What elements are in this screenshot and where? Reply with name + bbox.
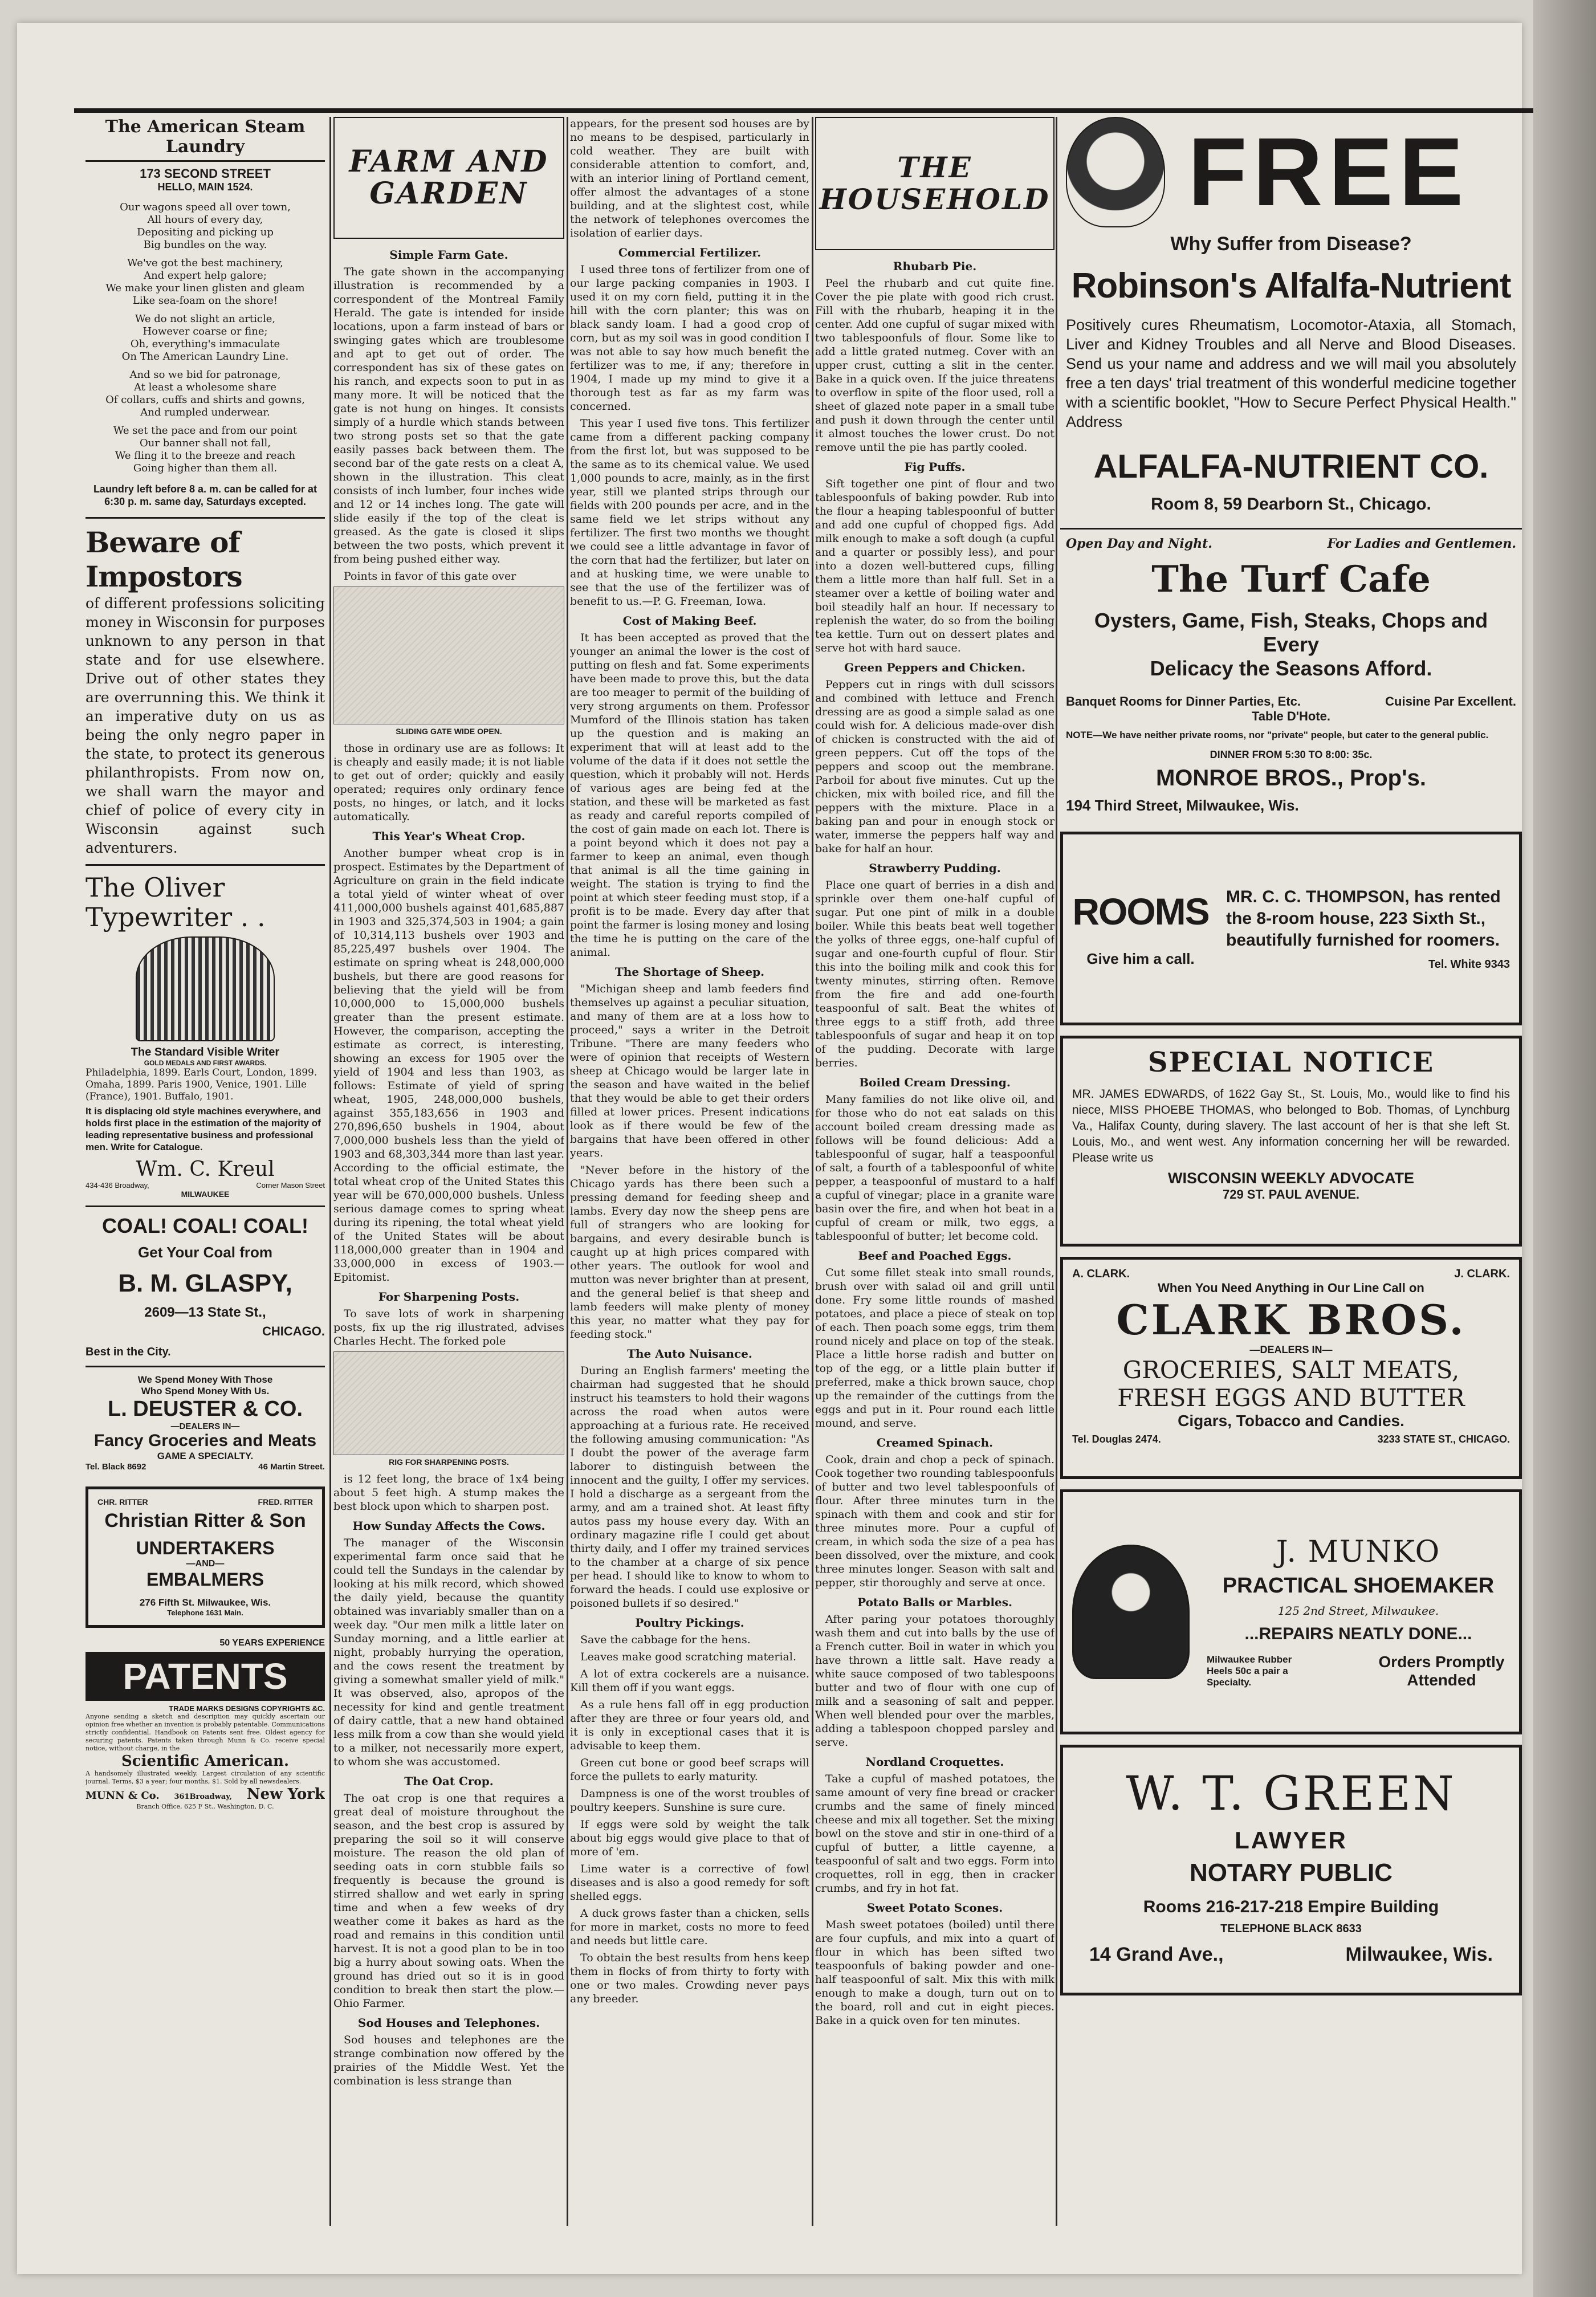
- ritter-line2: EMBALMERS: [146, 1569, 264, 1590]
- divider: [85, 864, 325, 866]
- column-divider: [329, 117, 331, 2226]
- fertilizer-heading: Commercial Fertilizer.: [618, 246, 762, 259]
- fig-heading: Fig Puffs.: [904, 460, 966, 474]
- nordland-heading: Nordland Croquettes.: [865, 1755, 1004, 1769]
- verse-line: We make your linen glisten and gleam: [105, 282, 305, 294]
- oliver-dealer-address: 434-436 Broadway,: [85, 1181, 149, 1190]
- special-notice-ad: [1060, 1036, 1522, 1247]
- free-title: FREE: [1188, 118, 1469, 226]
- turf-table: Table D'Hote.: [1251, 709, 1331, 723]
- turf-line2: Delicacy the Seasons Afford.: [1150, 657, 1432, 680]
- patents-firm-city: New York: [246, 1786, 325, 1803]
- posts-heading: For Sharpening Posts.: [378, 1290, 520, 1304]
- potato-heading: Potato Balls or Marbles.: [857, 1595, 1012, 1609]
- divider: [85, 1366, 325, 1367]
- green-title2: NOTARY PUBLIC: [1189, 1859, 1393, 1887]
- oat-body: The oat crop is one that requires a great deal of moisture throughout the season, and the best crop is assured by preparing the soil so it will conserve moisture. The reason the old plan of seeding oats in corn stubble fails so frequently is because the ground is stirred shallow and wet early in spring time and when a few weeks of dry weather come it bakes as hard as the road and remains in this condition until harvest. It is not a good plan to be in too big a hurry about sowing oats. When the ground has dried out so it is in good condition to break then start the plow.—Ohio Farmer.: [333, 1792, 564, 2010]
- laundry-title: The American Steam Laundry: [85, 117, 325, 162]
- beef-heading: Cost of Making Beef.: [622, 614, 757, 628]
- turf-cafe-ad: [1060, 536, 1522, 814]
- poultry-list: [570, 1633, 809, 2006]
- scones-body: Mash sweet potatoes (boiled) until there are four cupfuls, and mix into a quart of flour in which has been sifted two teaspoonfuls of baking powder and one-half teaspoonful of salt. Mix this with milk enough to make a dough, turn out on to the board, roll and cut in eight pieces. Bake in a quick oven for ten minutes.: [815, 1919, 1054, 2027]
- column-divider: [567, 117, 568, 2226]
- ritter-line1: UNDERTAKERS: [136, 1538, 275, 1558]
- coal-city: CHICAGO.: [262, 1324, 325, 1338]
- gate-caption: SLIDING GATE WIDE OPEN.: [396, 727, 502, 736]
- poultry-item: A lot of extra cockerels are a nuisance. Kill them off if you want eggs.: [570, 1668, 809, 1694]
- gate-body: The gate shown in the accompanying illustration is recommended by a correspondent of the Montreal Family Herald. The gate is intended for inside locations, upon a farm instead of bars or swinging gates which are troublesome and apt to get out of order. The correspondent has six of these gates on his ranch, and expects soon to put in as many more. It will be noticed that the gate is not hung on hinges. It consists simply of a hurdle which stands between two strong posts set so that the gate easily passes back between them. The second bar of the gate rests on a cleat A, shown in the illustration. This cleat consists of inch lumber, four inches wide and 12 or 14 inches long. The gate will slide easily if the top of the cleat is greased. As the gate is closed it slips between the two posts, which prevent it from being pushed either way.: [333, 266, 564, 565]
- patents-firm: MUNN & Co.: [85, 1790, 160, 1802]
- binding-edge: [1533, 0, 1596, 2297]
- sheep-body-2: "Never before in the history of the Chicago yards has there been such a pressing demand for feeding sheep and lambs. Every day now the sheep pens are full of strangers who are looking for bargains, and every desirable bunch is caught up at high prices compared with other years. The outlook for wool and mutton was never brighter than at present, and the general belief is that sheep and lamb feeders will make plenty of money this year, no matter what they pay for feeding stock.": [570, 1164, 809, 1341]
- munko-name: J. MUNKO: [1276, 1534, 1441, 1569]
- laundry-note: Laundry left before 8 a. m. can be called for at 6:30 p. m. same day, Saturdays excepted.: [93, 483, 317, 507]
- beef-eggs-body: Cut some fillet steak into small rounds, brush over with salad oil and grill until done. Fry some little rounds of mashed potatoes, and place a piece of steak on top of each. Then poach some eggs, trim them round nicely and place on top of the steak. Place a little horse radish and butter on top of the egg, or a little plain butter if preferred, make a thick brown sauce, chop up the remainder of the cuttings from the eggs and put in it. Pour round each little mound, and serve.: [815, 1266, 1054, 1429]
- poultry-item: To obtain the best results from hens keep them in flocks of from thirty to forty with one or two males. Crowding never pays any breeder.: [570, 1952, 809, 2005]
- impostors-notice: [85, 526, 325, 857]
- laundry-verse: [85, 201, 325, 475]
- verse-line: Going higher than them all.: [133, 462, 278, 474]
- poultry-item: Save the cabbage for the hens.: [580, 1634, 751, 1646]
- deuster-ad: [85, 1374, 325, 1472]
- patents-branch: Branch Office, 625 F St., Washington, D. C.: [136, 1803, 274, 1810]
- shoe-heel-image: [1072, 1545, 1190, 1679]
- notice-body: MR. JAMES EDWARDS, of 1622 Gay St., St. Louis, Mo., would like to find his niece, MISS PHOEBE THOMAS, who belonged to Bob. Thomas, of Lynchburg Va., Halifax County, during slavery. The last account of her is that she left St. Louis, Mo., and went west. Any information concerning her will be rewarded. Please write us: [1072, 1088, 1510, 1164]
- munko-orders: Orders Promptly Attended: [1378, 1652, 1505, 1689]
- turf-owner: MONROE BROS., Prop's.: [1155, 765, 1426, 791]
- rooms-call: Give him a call.: [1086, 950, 1195, 967]
- poultry-item: A duck grows faster than a chicken, sells for more in market, costs no more to feed and needs but little care.: [570, 1907, 809, 1947]
- oat-heading: The Oat Crop.: [404, 1774, 494, 1788]
- patents-title: PATENTS: [85, 1652, 325, 1701]
- green-rooms: Rooms 216-217-218 Empire Building: [1143, 1897, 1439, 1916]
- verse-line: Depositing and picking up: [137, 226, 274, 238]
- impostors-body: of different professions soliciting money in Wisconsin for purposes unknown to any person in that state and for use elsewhere. Drive out of other states they are overrunning this. We think it an imperative duty on us as being the only negro paper in the state, to protect its generous philanthropists. From now on, we shall warn the mayor and chief of police of every city in Wisconsin against such adventurers.: [85, 595, 325, 856]
- clark-tel: Tel. Douglas 2474.: [1072, 1433, 1161, 1445]
- nordland-body: Take a cupful of mashed potatoes, the same amount of very fine bread or cracker crumbs and the same of finely minced cheese and mix all together. Set the mixing bowl on the stove and stir in one-third of a cupful of butter, a little cayenne, a teaspoonful of salt and two eggs. Form into croquettes, roll in egg, then in cracker crumbs, and fry in hot fat.: [815, 1773, 1054, 1895]
- column-4: [815, 117, 1054, 2226]
- rooms-ad: [1060, 832, 1522, 1025]
- free-company: ALFALFA-NUTRIENT CO.: [1093, 448, 1489, 485]
- deuster-line1: We Spend Money With Those: [137, 1374, 273, 1385]
- verse-line: Like sea-foam on the shore!: [132, 295, 278, 307]
- verse-line: On The American Laundry Line.: [121, 351, 289, 363]
- oliver-body: It is displacing old style machines everywhere, and holds first place in the estimation of the majority of leading representative business and professional men. Write for Catalogue.: [85, 1106, 321, 1152]
- patents-experience: 50 YEARS EXPERIENCE: [219, 1638, 325, 1648]
- auto-heading: The Auto Nuisance.: [627, 1347, 752, 1361]
- poultry-item: Green cut bone or good beef scraps will force the pullets to early maturity.: [570, 1757, 809, 1783]
- poultry-item: Lime water is a corrective of fowl diseases and is also a good remedy for soft shelled eggs.: [570, 1863, 809, 1903]
- coal-tag: Best in the City.: [85, 1346, 171, 1358]
- strawberry-body: Place one quart of berries in a dish and sprinkle over them one-half cupful of sugar. Put one pint of milk in a double boiler. While this beats beat well together the yolks of three eggs, one-half cupful of sugar and one-fourth cupful of flour. Stir this into the boiling milk and cook this for twenty minutes, stirring often. Remove from the fire and add one-fourth teaspoonful of salt. Beat the whites of three eggs to a stiff froth, add three tablespoonfuls of sugar and heap it on top of the pudding. Decorate with large berries.: [815, 879, 1054, 1069]
- poultry-item: As a rule hens fall off in egg production after they are three or four years old, and it is only in exceptional cases that it is advisable to keep them.: [570, 1699, 809, 1752]
- notice-title: SPECIAL NOTICE: [1147, 1046, 1435, 1078]
- potato-body: After paring your potatoes thoroughly wash them and cut into balls by the use of a French cutter. Boil in water in which you have thrown a little salt. Have ready a white sauce composed of two tablespoons butter and two of flour with one cup of milk and a seasoning of salt and pepper. When well blended pour over the marbles, adding a tablespoon chopped parsley and serve.: [815, 1613, 1054, 1749]
- patents-journal: Scientific American.: [121, 1753, 290, 1770]
- divider: [85, 1205, 325, 1207]
- dressing-heading: Boiled Cream Dressing.: [859, 1076, 1011, 1089]
- verse-line: We fling it to the breeze and reach: [115, 450, 296, 462]
- laundry-address: 173 SECOND STREET: [140, 166, 271, 181]
- green-phone: TELEPHONE BLACK 8633: [1220, 1923, 1362, 1935]
- sod-heading: Sod Houses and Telephones.: [357, 2016, 540, 2030]
- clark-line1: When You Need Anything in Our Line Call on: [1158, 1281, 1424, 1295]
- deuster-line2: Who Spend Money With Us.: [141, 1386, 270, 1396]
- verse-line: We do not slight an article,: [135, 313, 276, 325]
- spinach-body: Cook, drain and chop a peck of spinach. Cook together two rounding tablespoonfuls of butter and two level tablespoonfuls of flour. After three minutes turn in the spinach with them and cook and stir for three minutes more. Pour a cupful of cream, in which soda the size of a pea has been dissolved, over the mixture, and cook three minutes longer. Season with salt and pepper, stir thoroughly and serve at once.: [815, 1453, 1054, 1589]
- turf-title: The Turf Cafe: [1151, 558, 1431, 601]
- verse-line: Our banner shall not fall,: [140, 437, 271, 449]
- oliver-dealer: Wm. C. Kreul: [136, 1158, 275, 1181]
- poultry-item: Dampness is one of the worst troubles of poultry keepers. Sunshine is sure cure.: [570, 1787, 809, 1814]
- turf-address: 194 Third Street, Milwaukee, Wis.: [1066, 797, 1299, 814]
- laundry-phone: HELLO, MAIN 1524.: [157, 181, 253, 193]
- notice-address: 729 ST. PAUL AVENUE.: [1222, 1187, 1360, 1202]
- free-question: Why Suffer from Disease?: [1170, 233, 1412, 255]
- post-rig-illustration: [333, 1351, 564, 1455]
- farm-garden-masthead: [333, 117, 564, 239]
- oliver-title: The Oliver Typewriter . .: [85, 872, 266, 932]
- verse-line: We've got the best machinery,: [127, 257, 283, 269]
- verse-line: At least a wholesome share: [133, 381, 276, 393]
- poultry-heading: Poultry Pickings.: [635, 1616, 744, 1630]
- rooms-tel: Tel. White 9343: [1428, 958, 1510, 971]
- free-body: Positively cures Rheumatism, Locomotor-Ataxia, all Stomach, Liver and Kidney Troubles and all Nerve and Blood Diseases. Send us your name and address and we will mail you absolutely free a ten days' trial treatment of this wonderful medicine together with a scientific booklet, "How to Secure Perfect Physical Health." Address: [1066, 316, 1516, 430]
- sheep-heading: The Shortage of Sheep.: [614, 965, 765, 979]
- deuster-address: 46 Martin Street.: [258, 1462, 325, 1472]
- munko-ad: [1060, 1489, 1522, 1734]
- notice-paper: WISCONSIN WEEKLY ADVOCATE: [1167, 1170, 1415, 1187]
- rhubarb-body: Peel the rhubarb and cut quite fine. Cover the pie plate with good rich crust. Fill with the rhubarb, heaping it in the center. Add one cupful of sugar mixed with two tablespoonfuls of flour. Some like to add a little grated nutmeg. Cover with an upper crust, cutting a slit in the center. Bake in a quick oven. If the juice threatens to overflow in spite of the floor used, roll a sheet of glazed note paper in a small tube and push it down through the center until it almost touches the lower crust. Do not remove until the pie has partly cooled.: [815, 277, 1054, 454]
- wheat-heading: This Year's Wheat Crop.: [372, 829, 526, 843]
- fertilizer-body: I used three tons of fertilizer from one of our large packing companies in 1903. I used it on my corn field, putting it in the hill with the corn planter; this was on black sandy loam. I had a good crop of corn, but as my soil was in good condition I was not able to say how much benefit the fertilizer was to me, if any; therefore in 1904, I made up my mind to give it a thorough test as far as my farm was concerned.: [570, 263, 809, 413]
- coal-address: 2609—13 State St.,: [144, 1305, 266, 1320]
- ritter-and: —AND—: [186, 1559, 225, 1569]
- gate-body-2: Points in favor of this gate over: [344, 570, 516, 583]
- turf-dinner: DINNER FROM 5:30 TO 8:00: 35c.: [1210, 749, 1373, 760]
- clark-address: 3233 STATE ST., CHICAGO.: [1377, 1433, 1510, 1445]
- cows-heading: How Sunday Affects the Cows.: [352, 1519, 545, 1533]
- oliver-typewriter-ad: [85, 873, 325, 1199]
- poultry-item: Leaves make good scratching material.: [580, 1651, 796, 1663]
- green-city: Milwaukee, Wis.: [1345, 1944, 1493, 1965]
- patents-body: Anyone sending a sketch and description may quickly ascertain our opinion free whether an invention is probably patentable. Communications strictly confidential. Handbook on Patents sent free. Oldest agency for securing patents. Patents taken through Munn & Co. receive special notice, without charge, in the: [85, 1713, 325, 1752]
- deuster-name: L. DEUSTER & CO.: [107, 1397, 303, 1421]
- green-name: W. T. GREEN: [1126, 1767, 1456, 1821]
- household-title: THE HOUSEHOLD: [819, 150, 1051, 216]
- deuster-specialty: GAME A SPECIALTY.: [157, 1451, 254, 1461]
- spinach-heading: Creamed Spinach.: [876, 1436, 994, 1449]
- beef-eggs-heading: Beef and Poached Eggs.: [858, 1249, 1012, 1262]
- patents-firm-address: 361Broadway,: [174, 1793, 233, 1801]
- patents-ad: [85, 1638, 325, 1810]
- verse-line: Oh, everything's immaculate: [130, 338, 280, 350]
- green-title1: LAWYER: [1235, 1827, 1347, 1854]
- verse-line: And so we bid for patronage,: [129, 369, 281, 381]
- coal-ad: [85, 1214, 325, 1359]
- farm-garden-title: FARM AND GARDEN: [349, 144, 549, 211]
- turf-hours: Open Day and Night.: [1066, 536, 1212, 551]
- top-rule: [74, 108, 1533, 113]
- clark-goods3: Cigars, Tobacco and Candies.: [1178, 1412, 1404, 1429]
- scones-heading: Sweet Potato Scones.: [866, 1901, 1003, 1915]
- coal-name: B. M. GLASPY,: [118, 1269, 292, 1297]
- alfalfa-ad: [1060, 117, 1522, 514]
- woman-portrait-image: [1066, 117, 1165, 227]
- munko-repairs: ...REPAIRS NEATLY DONE...: [1244, 1624, 1472, 1643]
- peppers-heading: Green Peppers and Chicken.: [844, 661, 1026, 674]
- posts-body-2: is 12 feet long, the brace of 1x4 being about 5 feet high. A stump makes the best block upon which to sharpen post.: [333, 1473, 564, 1513]
- poultry-item: If eggs were sold by weight the talk about big eggs would give place to that of more of 'em.: [570, 1818, 809, 1858]
- green-lawyer-ad: [1060, 1745, 1522, 1995]
- sod-body: Sod houses and telephones are the strange combination now offered by the prairies of the Middle West. Yet the combination is less strange than: [333, 2034, 564, 2087]
- verse-line: Big bundles on the way.: [143, 239, 267, 251]
- oliver-dealer-corner: Corner Mason Street: [256, 1181, 325, 1190]
- deuster-dealers: —DEALERS IN—: [170, 1422, 240, 1431]
- verse-line: And rumpled underwear.: [140, 406, 270, 418]
- ritter-partner-right: FRED. RITTER: [258, 1497, 313, 1506]
- peppers-body: Peppers cut in rings with dull scissors and combined with lettuce and French dressing are as good a simple salad as one could wish for. A delicious made-over dish of chicken is constructed with the aid of green peppers. Cut off the tops of the peppers and scoop out the membrane. Parboil for about five minutes. Cut up the chicken, mix with boiled rice, and fill the peppers with the mixture. Place in a baking pan and pour in enough stock or water, immerse the peppers half way and bake for half an hour.: [815, 678, 1054, 855]
- column-divider: [1056, 117, 1057, 2226]
- ritter-phone: Telephone 1631 Main.: [167, 1608, 243, 1617]
- turf-banquet: Banquet Rooms for Dinner Parties, Etc.: [1066, 694, 1301, 708]
- verse-line: And expert help galore;: [144, 270, 267, 282]
- free-address: Room 8, 59 Dearborn St., Chicago.: [1151, 495, 1431, 514]
- green-address: 14 Grand Ave.,: [1089, 1944, 1224, 1965]
- patents-journal-body: A handsomely illustrated weekly. Largest circulation of any scientific journal. Terms, $3 a year; four months, $1. Sold by all newsdealers.: [85, 1770, 325, 1785]
- auto-body: During an English farmers' meeting the chairman had suggested that he should instruct his teamsters to hold their wagons across the road when autos were approaching at a furious rate. He received the following amusing communication: "As I doubt the power of the average farm laborer to distinguish between the innocent and the guilty, I offer my services. I hold a discharge as a sergeant from the army, and am a trained shot. At least fifty autos pass my house every day. With an ordinary magazine rifle I could get about thirty daily, and I offer my trained services to the chamber at a charge of six pence per head. I should like to know to whom to forward the heads. I could use explosive or poisoned bullets if so desired.": [570, 1365, 809, 1610]
- clark-partner-left: A. CLARK.: [1072, 1268, 1130, 1280]
- column-5-ads: [1060, 117, 1522, 2226]
- munko-address: 125 2nd Street, Milwaukee.: [1277, 1603, 1439, 1618]
- verse-line: However coarse or fine;: [142, 325, 268, 337]
- gate-heading: Simple Farm Gate.: [389, 248, 508, 262]
- turf-note: NOTE—We have neither private rooms, nor "private" people, but cater to the general public.: [1066, 730, 1489, 740]
- cows-body: The manager of the Wisconsin experimental farm once said that he could tell the Sundays in the calendar by looking at his milk record, which showed the daily yield, because the quantity obtained was invariably smaller than on a week day. "Our men milk a little later on Sunday morning, and a little earlier at night, probably hurrying the operation, and the cows resent the treatment by giving a somewhat smaller yield of milk." It was observed, also, apropos of the necessity for kind and gentle treatment of dairy cattle, that a new hand obtained less milk from a cow than she would yield to a milker, not necessarily more expert, to whom she was accustomed.: [333, 1537, 564, 1768]
- deuster-goods: Fancy Groceries and Meats: [93, 1431, 317, 1450]
- verse-line: All hours of every day,: [147, 214, 263, 226]
- clark-goods2: FRESH EGGS AND BUTTER: [1117, 1384, 1465, 1412]
- turf-line1: Oysters, Game, Fish, Steaks, Chops and Every: [1094, 609, 1488, 656]
- rhubarb-heading: Rhubarb Pie.: [893, 259, 977, 273]
- divider: [1060, 528, 1522, 530]
- deuster-tel: Tel. Black 8692: [85, 1462, 146, 1472]
- column-divider: [812, 117, 813, 2226]
- posts-caption: RIG FOR SHARPENING POSTS.: [389, 1457, 509, 1467]
- ritter-partner-left: CHR. RITTER: [97, 1497, 148, 1506]
- clark-goods1: GROCERIES, SALT MEATS,: [1122, 1356, 1460, 1384]
- ritter-address: 276 Fifth St. Milwaukee, Wis.: [139, 1597, 271, 1608]
- divider: [85, 517, 325, 519]
- fig-body: Sift together one pint of flour and two tablespoonfuls of baking powder. Rub into the flour a heaping tablespoonful of butter and add one cupful of chopped figs. Add milk enough to make a soft dough (a cupful and a quarter or possibly less), and pour into a dozen well-buttered cups, filling them a little more than half full. Set in a steamer over a kettle of boiling water and boil steadily half an hour. If necessary to replenish the water, do so from the boiling tea kettle. Turn out on dessert plates and serve hot with hard sauce.: [815, 478, 1054, 654]
- patents-marks: TRADE MARKS DESIGNS COPYRIGHTS &C.: [169, 1704, 325, 1713]
- column-1: [85, 117, 325, 2226]
- typewriter-image: [136, 936, 275, 1041]
- column-2: [333, 117, 564, 2226]
- rooms-title: ROOMS: [1072, 890, 1209, 932]
- oliver-awards-label: GOLD MEDALS AND FIRST AWARDS.: [144, 1059, 267, 1067]
- fertilizer-body-2: This year I used five tons. This fertilizer came from a different packing company from the first lot, but was supposed to be the same as to its chemical value. We used 1,000 pounds to acre, mainly, as in the first year, still we planted strips through our fields with 200 pounds per acre, and in the same field we let strips without any fertilizer. The first two months we thought we could see a little advantage in favor of the corn that had the fertilizer, but later on and at husking time, we were unable to see that the use of the fertilizer was of benefit to us.—P. G. Freeman, Iowa.: [570, 417, 809, 608]
- beef-body: It has been accepted as proved that the younger an animal the lower is the cost of putting on flesh and fat. Some experiments have been made to prove this, but the data are too meager to permit of the building of very strong arguments on them. Professor Mumford of the Illinois station has taken up the question and is making an experiment that will at least add to the volume of the data if it does not settle the question, which it probably will not. Herds of various ages are being fed at the station, and these will be marketed as fast as ready and careful reports compiled of the cost of gain made on each lot. There is a point beyond which it does not pay a farmer to keep an animal, even though that animal is all the time gaining in weight. The station is trying to find the point at which steer feeding must stop, if a profit is to be made. Every day after that point the farmer is losing money and losing the time he is putting on the care of the animal.: [570, 632, 809, 959]
- ritter-ad: [85, 1486, 325, 1628]
- verse-line: We set the pace and from our point: [113, 425, 298, 437]
- ritter-name: Christian Ritter & Son: [104, 1510, 306, 1532]
- turf-patrons: For Ladies and Gentlemen.: [1327, 536, 1516, 551]
- munko-trade: PRACTICAL SHOEMAKER: [1222, 1573, 1495, 1598]
- verse-line: Of collars, cuffs and shirts and gowns,: [105, 394, 305, 406]
- laundry-ad: [85, 117, 325, 508]
- gate-body-3: those in ordinary use are as follows: It is cheaply and easily made; it is not liable to get out of order; quickly and easily operated; requires only ordinary fence posts, no hinges, or latch, and it locks automatically.: [333, 742, 564, 823]
- rooms-body: MR. C. C. THOMPSON, has rented the 8-room house, 223 Sixth St., beautifully furnished for roomers.: [1226, 887, 1501, 950]
- household-masthead: [815, 117, 1054, 250]
- coal-line1: Get Your Coal from: [138, 1244, 272, 1261]
- column-3: [570, 117, 809, 2226]
- free-product: Robinson's Alfalfa-Nutrient: [1071, 266, 1511, 306]
- sliding-gate-illustration: [333, 587, 564, 724]
- coal-title: COAL! COAL! COAL!: [102, 1214, 308, 1237]
- oliver-awards: Philadelphia, 1899. Earls Court, London, 1899. Omaha, 1899. Paris 1900, Venice, 1901. Lille (France), 1901. Buffalo, 1901.: [85, 1067, 317, 1102]
- sod-continued: appears, for the present sod houses are by no means to be despised, particularly in cold weather. They are built with considerable attention to comfort, and, with an interior lining of Portland cement, offer almost the advantages of a stone building, and at the slightest cost, while the network of telephones overcomes the isolation of earlier days.: [570, 117, 809, 239]
- sheep-body: "Michigan sheep and lamb feeders find themselves up against a peculiar situation, and many of them are at a loss how to proceed," says a writer in the Detroit Tribune. "There are many feeders who were of opinion that receipts of Western sheep at Chicago would be larger late in the season and have waited in the belief that they would be able to get their orders filled at lower prices. Present indications look as if there would be few of the bargains that have been offered in other years.: [570, 983, 809, 1159]
- oliver-dealer-city: MILWAUKEE: [181, 1190, 230, 1199]
- dressing-body: Many families do not like olive oil, and for those who do not eat salads on this account boiled cream dressing made as follows will be found delicious: Add a tablespoonful of sugar, half a teaspoonful of salt, a fourth of a tablespoonful of white pepper, a teaspoonful of mustard to a half a cupful of vinegar; place in a granite ware basin over the fire, and when hot beat in a cupful of cream or milk, two eggs, a tablespoonful of butter; let become cold.: [815, 1093, 1054, 1243]
- strawberry-heading: Strawberry Pudding.: [869, 861, 1001, 875]
- munko-special: Milwaukee Rubber Heels 50c a pair a Specialty.: [1207, 1653, 1292, 1688]
- clark-dealers: —DEALERS IN—: [1249, 1344, 1333, 1355]
- clark-title: CLARK BROS.: [1116, 1296, 1466, 1344]
- posts-body: To save lots of work in sharpening posts, fix up the rig illustrated, advises Charles Hecht. The forked pole: [333, 1308, 564, 1347]
- impostors-title: Beware of Impostors: [85, 526, 242, 593]
- oliver-subtitle: The Standard Visible Writer: [131, 1046, 280, 1058]
- verse-line: Our wagons speed all over town,: [120, 201, 291, 213]
- clark-partner-right: J. CLARK.: [1454, 1268, 1510, 1280]
- clark-bros-ad: [1060, 1257, 1522, 1479]
- turf-cuisine: Cuisine Par Excellent.: [1385, 694, 1516, 708]
- wheat-body: Another bumper wheat crop is in prospect. Estimates by the Department of Agriculture on grain in the field indicate a total yield of winter wheat of over 411,000,000 bushels against 401,685,887 in 1903 and 325,374,503 in 1904; a gain of 10,314,113 bushels over 1903 and 85,225,497 bushels over 1904. The estimate on spring wheat is 248,000,000 bushels, but there are good reasons for believing that the yield will be from 10,000,000 to 15,000,000 bushels greater than the present estimate. However, the comparison, accepting the estimate as correct, is interesting, showing an excess for 1905 over the yield of 1904 and less than 1903, as follows: Estimate of yield of spring wheat, 1905, 248,000,000 bushels, against 355,183,656 in 1903 and 270,896,650 bushels in 1904, about 7,000,000 bushels less than the yield of 1903 and 68,303,344 more than last year. According to the official estimate, the total wheat crop of the United States this year will be 670,000,000 bushels. Unless serious damage comes to spring wheat during its ripening, the total wheat yield of the United States will be about 118,000,000 greater than in 1904 and 33,000,000 in excess of 1903.—Epitomist.: [333, 847, 564, 1284]
